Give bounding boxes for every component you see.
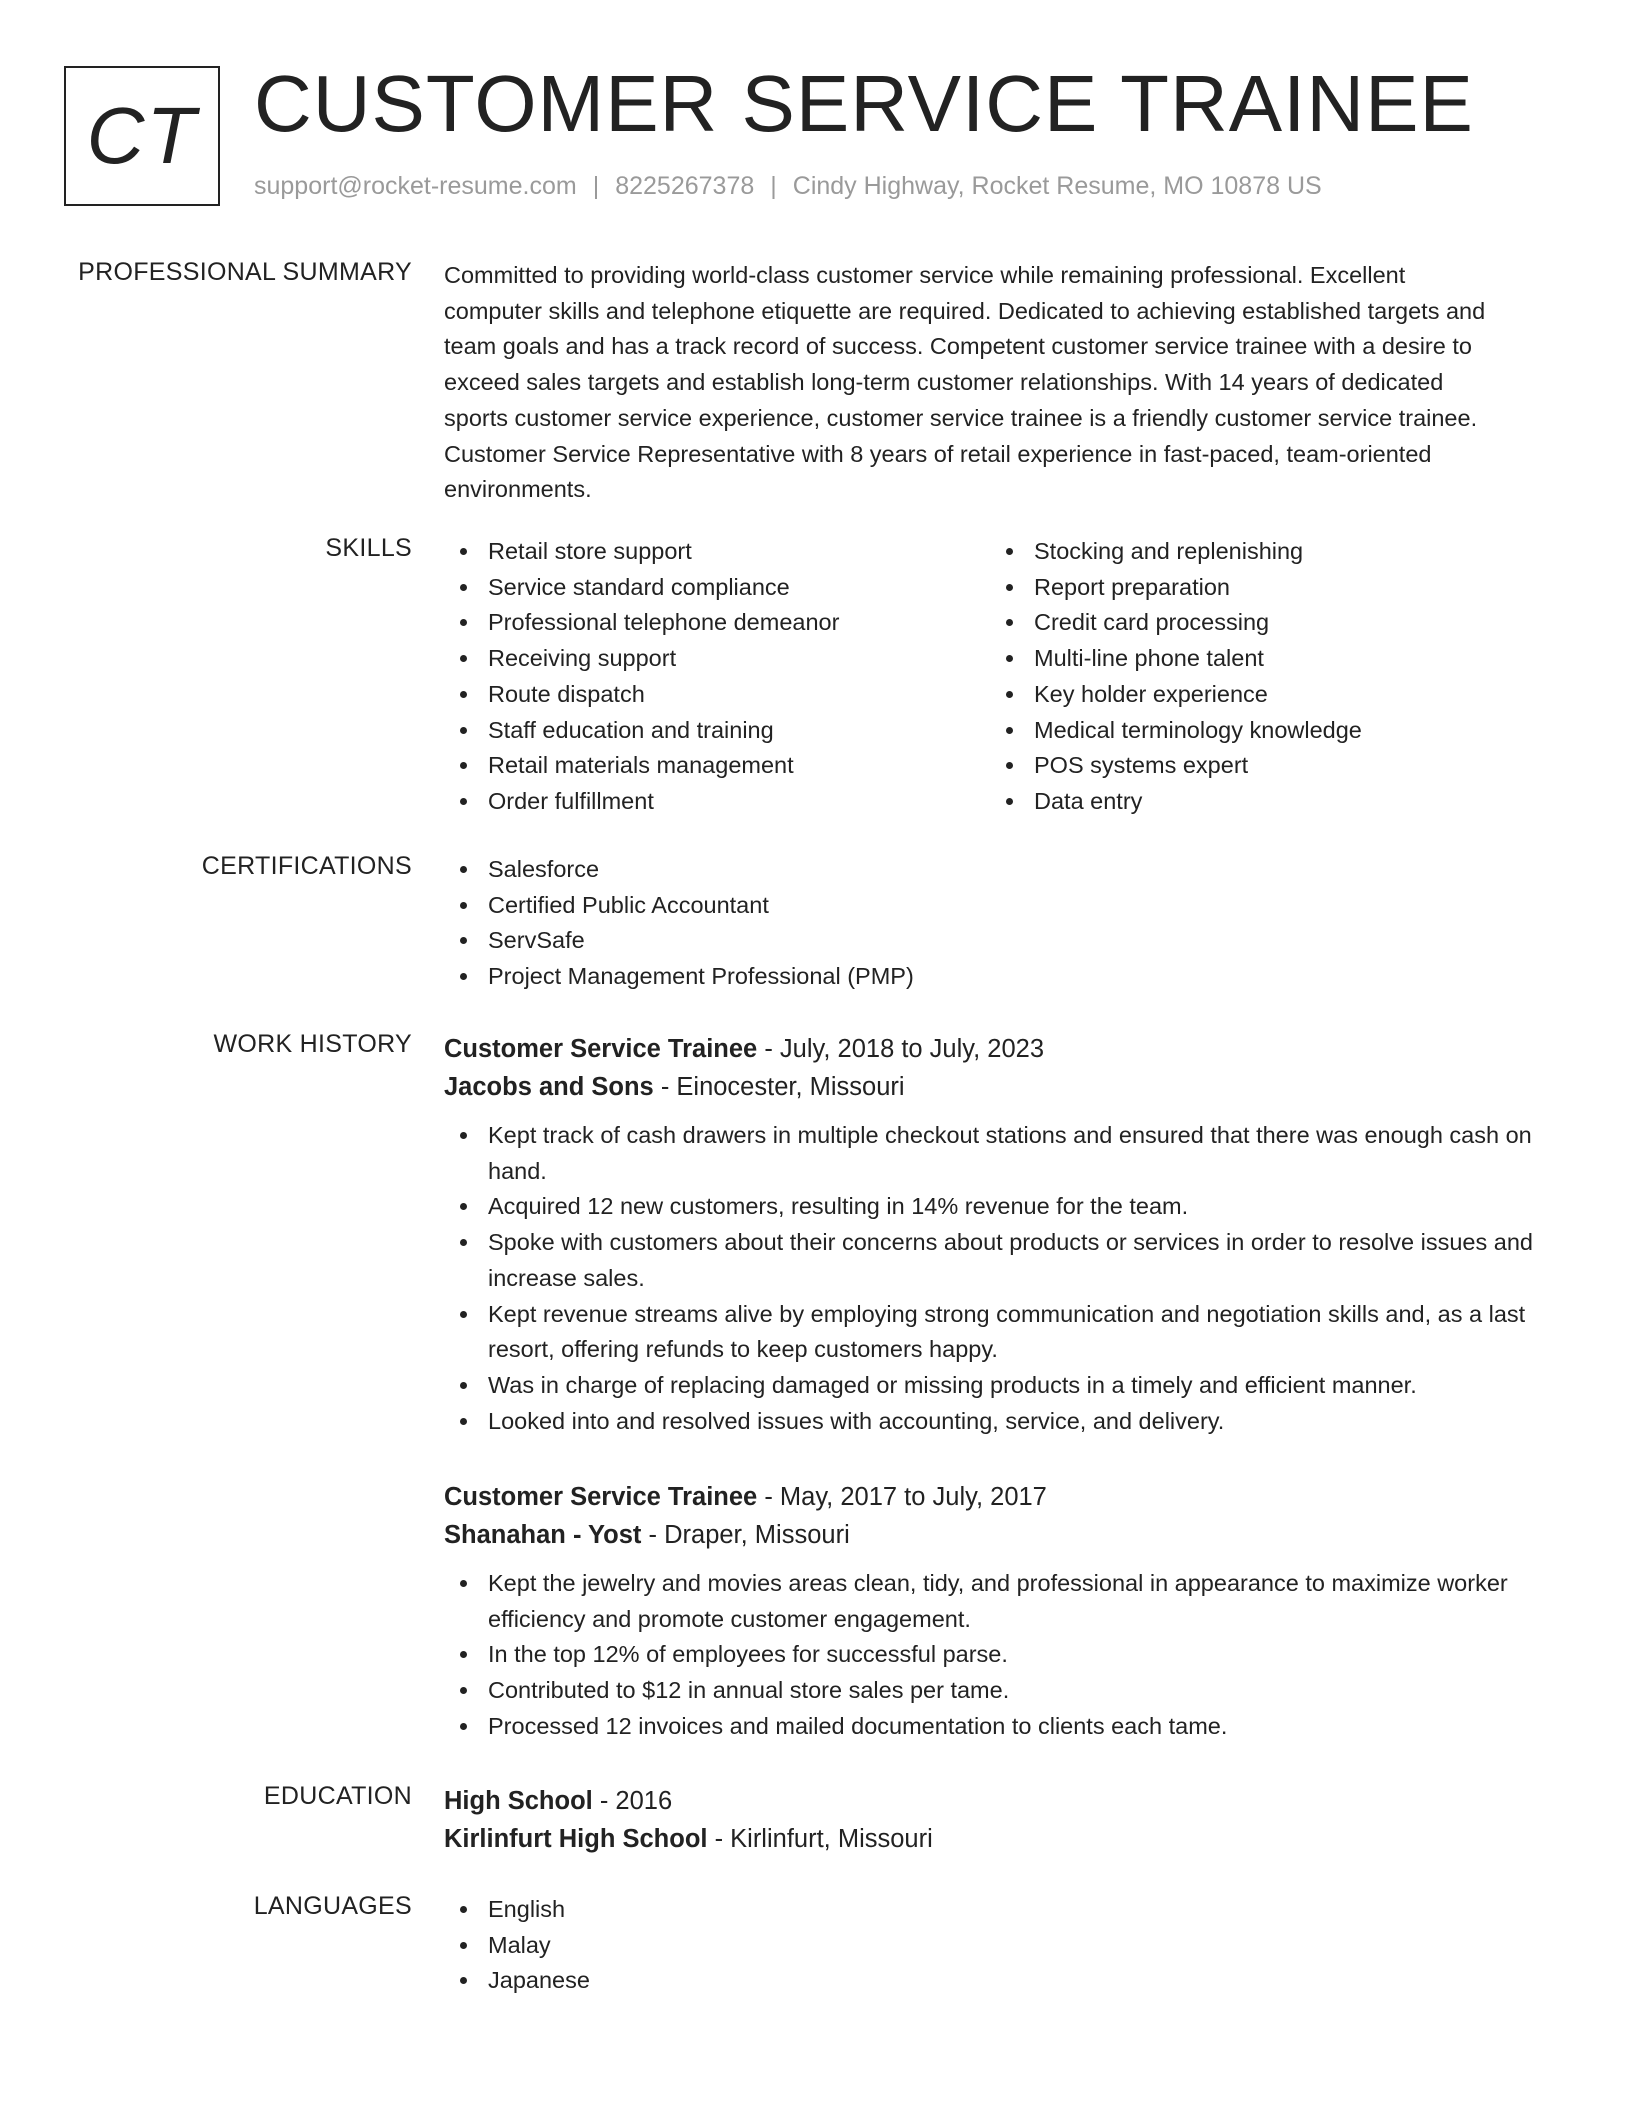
summary-line: computer skills and telephone etiquette are required. Dedicated to achieving established targets and (444, 297, 1486, 324)
list-item: Contributed to $12 in annual store sales per tame. (444, 1673, 1560, 1709)
list-item: Professional telephone demeanor (444, 605, 990, 641)
job-company: Jacobs and Sons (444, 1073, 654, 1101)
section-label: PROFESSIONAL SUMMARY (78, 258, 412, 286)
job-location: - Draper, Missouri (641, 1521, 850, 1549)
list-item: Kept the jewelry and movies areas clean, tidy, and professional in appearance to maximize worker efficiency and promote customer engagement. (444, 1566, 1560, 1637)
education-school: Kirlinfurt High School (444, 1825, 708, 1853)
summary-text (444, 258, 1560, 508)
resume-title: CUSTOMER SERVICE TRAINEE (254, 59, 1474, 148)
list-item: In the top 12% of employees for successful parse. (444, 1637, 1560, 1673)
job-company-line (444, 1516, 1560, 1554)
list-item: Data entry (990, 784, 1536, 820)
list-item: Retail materials management (444, 748, 990, 784)
list-item: Malay (444, 1928, 1560, 1964)
list-item: Processed 12 invoices and mailed documentation to clients each tame. (444, 1709, 1560, 1745)
list-item: Multi-line phone talent (990, 641, 1536, 677)
work-history-content (444, 1478, 1560, 1745)
section-label: EDUCATION (263, 1782, 412, 1810)
summary-line: Customer Service Representative with 8 years of retail experience in fast-paced, team-oriented (444, 440, 1432, 467)
list-item: Acquired 12 new customers, resulting in 14% revenue for the team. (444, 1189, 1560, 1225)
job-bullets (444, 1566, 1560, 1745)
summary-line: team goals and has a track record of success. Competent customer service trainee with a desire to (444, 333, 1472, 360)
section-label: CERTIFICATIONS (201, 852, 412, 880)
contact-line (254, 172, 1322, 201)
list-item: Medical terminology knowledge (990, 713, 1536, 749)
job-company: Shanahan - Yost (444, 1521, 642, 1549)
job-entry (444, 1478, 1560, 1745)
list-item: Looked into and resolved issues with accounting, service, and delivery. (444, 1404, 1560, 1440)
contact-phone: 8225267378 (615, 172, 755, 200)
list-item: Kept revenue streams alive by employing strong communication and negotiation skills and, as a last resort, offering refunds to keep customers happy. (444, 1297, 1560, 1368)
education-degree: High School (444, 1787, 593, 1815)
education-year: - 2016 (592, 1787, 673, 1815)
job-title: Customer Service Trainee (444, 1483, 758, 1511)
work-history-content (444, 1030, 1560, 1439)
list-item: Staff education and training (444, 713, 990, 749)
job-entry (444, 1030, 1560, 1439)
list-item: Stocking and replenishing (990, 534, 1536, 570)
skills-grid (444, 534, 1560, 820)
summary-line: sports customer service experience, customer service trainee is a friendly customer service trainee. (444, 404, 1478, 431)
contact-separator: | (592, 172, 600, 200)
list-item: Project Management Professional (PMP) (444, 959, 1560, 995)
list-item: Kept track of cash drawers in multiple checkout stations and ensured that there was enough cash on hand. (444, 1118, 1560, 1189)
list-item: POS systems expert (990, 748, 1536, 784)
summary-line: Committed to providing world-class customer service while remaining professional. Excellent (444, 262, 1406, 288)
summary-line: exceed sales targets and establish long-term customer relationships. With 14 years of dedicated (444, 369, 1444, 396)
languages-list (444, 1892, 1560, 1999)
list-item: Was in charge of replacing damaged or missing products in a timely and efficient manner. (444, 1368, 1560, 1404)
education-school-line (444, 1820, 1560, 1858)
education-degree-line (444, 1782, 1560, 1820)
list-item: ServSafe (444, 923, 1560, 959)
list-item: Credit card processing (990, 605, 1536, 641)
contact-separator: | (770, 172, 777, 200)
education-content (444, 1782, 1560, 1858)
skills-list-right (990, 534, 1536, 820)
job-bullets (444, 1118, 1560, 1439)
contact-email: support@rocket-resume.com (254, 172, 577, 200)
contact-address: Cindy Highway, Rocket Resume, MO 10878 US (792, 172, 1322, 200)
monogram-box (64, 66, 220, 206)
education-location: - Kirlinfurt, Missouri (707, 1825, 933, 1853)
list-item: Spoke with customers about their concerns about products or services in order to resolve issues and increase sales. (444, 1225, 1560, 1296)
list-item: Retail store support (444, 534, 990, 570)
skills-list-left (444, 534, 990, 820)
monogram-initials: CT (86, 91, 198, 180)
list-item: Salesforce (444, 852, 1560, 888)
certifications-list (444, 852, 1560, 995)
job-dates: - May, 2017 to July, 2017 (757, 1483, 1047, 1511)
certifications-content (444, 852, 1560, 995)
job-title-line (444, 1478, 1560, 1516)
list-item: English (444, 1892, 1560, 1928)
list-item: Report preparation (990, 570, 1536, 606)
list-item: Japanese (444, 1963, 1560, 1999)
job-company-line (444, 1068, 1560, 1106)
list-item: Key holder experience (990, 677, 1536, 713)
section-label: WORK HISTORY (213, 1030, 412, 1058)
job-title-line (444, 1030, 1560, 1068)
list-item: Order fulfillment (444, 784, 990, 820)
job-title: Customer Service Trainee (444, 1035, 758, 1063)
list-item: Route dispatch (444, 677, 990, 713)
job-location: - Einocester, Missouri (653, 1073, 905, 1101)
job-dates: - July, 2018 to July, 2023 (757, 1035, 1045, 1063)
section-label: SKILLS (325, 534, 412, 562)
list-item: Service standard compliance (444, 570, 990, 606)
summary-line: environments. (444, 476, 592, 503)
languages-content (444, 1892, 1560, 1999)
list-item: Certified Public Accountant (444, 888, 1560, 924)
list-item: Receiving support (444, 641, 990, 677)
section-label: LANGUAGES (253, 1892, 412, 1920)
